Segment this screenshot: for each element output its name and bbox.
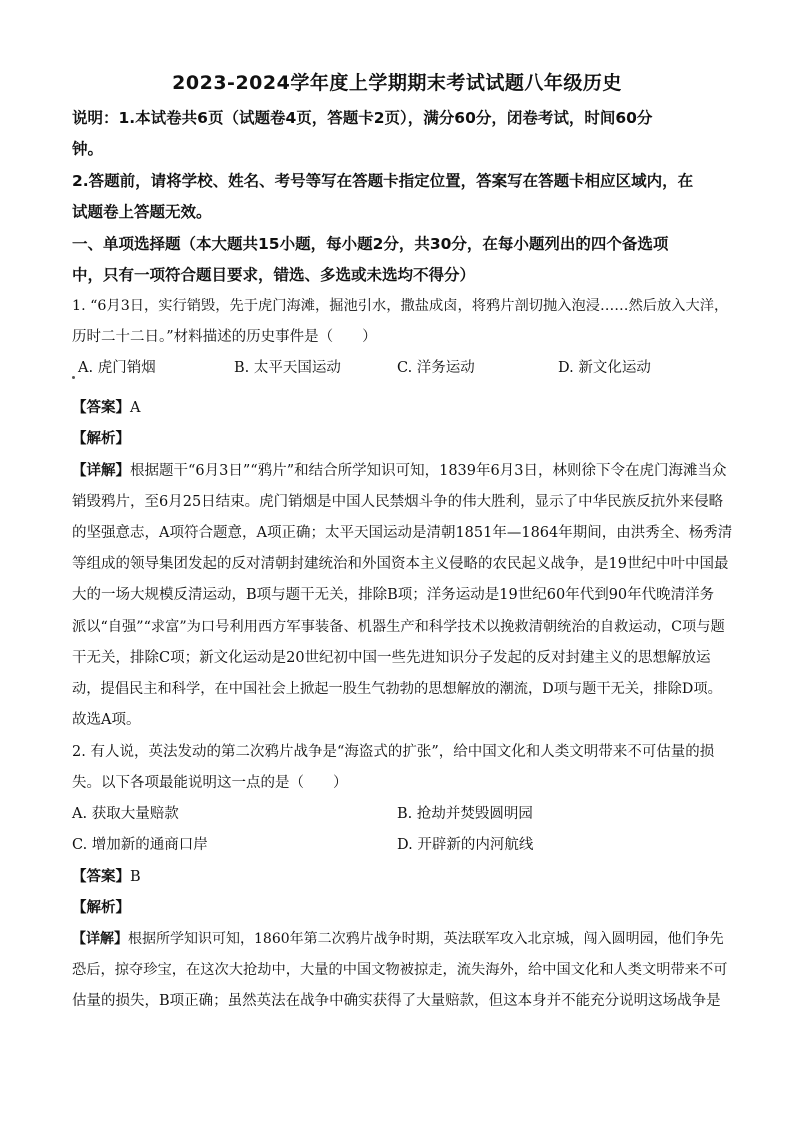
detail-label: 【详解】 (72, 931, 128, 947)
q2-detail-line-3: 估量的损失，B项正确；虽然英法在战争中确实获得了大量赔款，但这本身并不能充分说明这场战争是 (72, 993, 721, 1009)
analysis-label: 【解析】 (72, 900, 130, 916)
q1-option-c: C. 洋务运动 (397, 360, 475, 376)
stray-mark (72, 376, 75, 379)
answer-label: 【答案】 (72, 869, 130, 885)
answer-value: A (130, 400, 141, 416)
q1-detail-line-4: 等组成的领导集团发起的反对清朝封建统治和外国资本主义侵略的农民起义战争，是19世纪中叶中国最 (72, 556, 729, 572)
q1-stem-line-2: 历时二十二日。”材料描述的历史事件是（ ） (72, 329, 377, 345)
analysis-label: 【解析】 (72, 431, 130, 447)
q1-detail-line-8: 动，提倡民主和科学，在中国社会上掀起一股生气勃勃的思想解放的潮流，D项与题干无关，排除D项。 (72, 681, 722, 697)
q1-option-b: B. 太平天国运动 (234, 360, 341, 376)
q1-detail-line-2: 销毁鸦片，至6月25日结束。虎门销烟是中国人民禁烟斗争的伟大胜利，显示了中华民族反抗外来侵略 (72, 494, 724, 510)
q1-detail-line-6: 派以“自强”“求富”为口号利用西方军事装备、机器生产和科学技术以挽救清朝统治的自救运动，C项与题 (72, 619, 725, 635)
q2-option-c: C. 增加新的通商口岸 (72, 837, 208, 853)
q1-option-a: A. 虎门销烟 (78, 360, 156, 376)
q1-detail-line-3: 的坚强意志，A项符合题意，A项正确；太平天国运动是清朝1851年—1864年期间，由洪秀全、杨秀清 (72, 525, 733, 541)
answer-label: 【答案】 (72, 400, 130, 416)
q2-analysis (72, 898, 732, 918)
detail-label: 【详解】 (72, 463, 130, 479)
q1-analysis (72, 429, 732, 449)
detail-text: 根据题干“6月3日”“鸦片”和结合所学知识可知，1839年6月3日，林则徐下令在虎门海滩当众 (130, 463, 727, 479)
q2-option-a: A. 获取大量赔款 (72, 806, 179, 822)
q2-option-b: B. 抢劫并焚毁圆明园 (397, 806, 533, 822)
answer-value: B (130, 869, 141, 885)
instruction-line-4: 试题卷上答题无效。 (72, 203, 212, 221)
q1-detail-line-5: 大的一场大规模反清运动，B项与题干无关，排除B项；洋务运动是19世纪60年代到90年代晚清洋务 (72, 587, 715, 603)
detail-text: 根据所学知识可知，1860年第二次鸦片战争时期，英法联军攻入北京城，闯入圆明园，他们争先 (128, 931, 724, 947)
q2-stem-line-1: 2. 有人说，英法发动的第二次鸦片战争是“海盗式的扩张”，给中国文化和人类文明带来不可估量的损 (72, 744, 715, 760)
q1-option-d: D. 新文化运动 (558, 360, 651, 376)
instruction-line-3: 2.答题前，请将学校、姓名、考号等写在答题卡指定位置，答案写在答题卡相应区域内，在 (72, 172, 694, 190)
q1-detail-line-7: 干无关，排除C项；新文化运动是20世纪初中国一些先进知识分子发起的反对封建主义的思想解放运 (72, 650, 711, 666)
instruction-line-1: 说明：1.本试卷共6页（试题卷4页，答题卡2页），满分60分，闭卷考试，时间60分 (72, 109, 653, 127)
q2-option-d: D. 开辟新的内河航线 (397, 837, 534, 853)
q2-detail-line-1 (72, 929, 732, 949)
instruction-line-2: 钟。 (72, 140, 104, 158)
q1-stem-line-1: 1. “6月3日，实行销毁，先于虎门海滩，掘池引水，撒盐成卤，将鸦片剖切抛入泡浸……然后放入大洋， (72, 298, 729, 314)
q1-detail-line-9: 故选A项。 (72, 712, 141, 728)
q2-detail-line-2: 恐后，掠夺珍宝，在这次大抢劫中，大量的中国文物被掠走，流失海外，给中国文化和人类文明带来不可 (72, 962, 728, 978)
q2-answer (72, 867, 732, 887)
q1-answer (72, 398, 732, 418)
page-title: 2023-2024学年度上学期期末考试试题八年级历史 (172, 72, 622, 94)
q1-detail-line-1 (72, 461, 732, 481)
section-heading-line-2: 中，只有一项符合题目要求，错选、多选或未选均不得分） (72, 266, 476, 284)
q2-stem-line-2: 失。以下各项最能说明这一点的是（ ） (72, 775, 348, 791)
section-heading-line-1: 一、单项选择题（本大题共15小题，每小题2分，共30分，在每小题列出的四个备选项 (72, 235, 669, 253)
